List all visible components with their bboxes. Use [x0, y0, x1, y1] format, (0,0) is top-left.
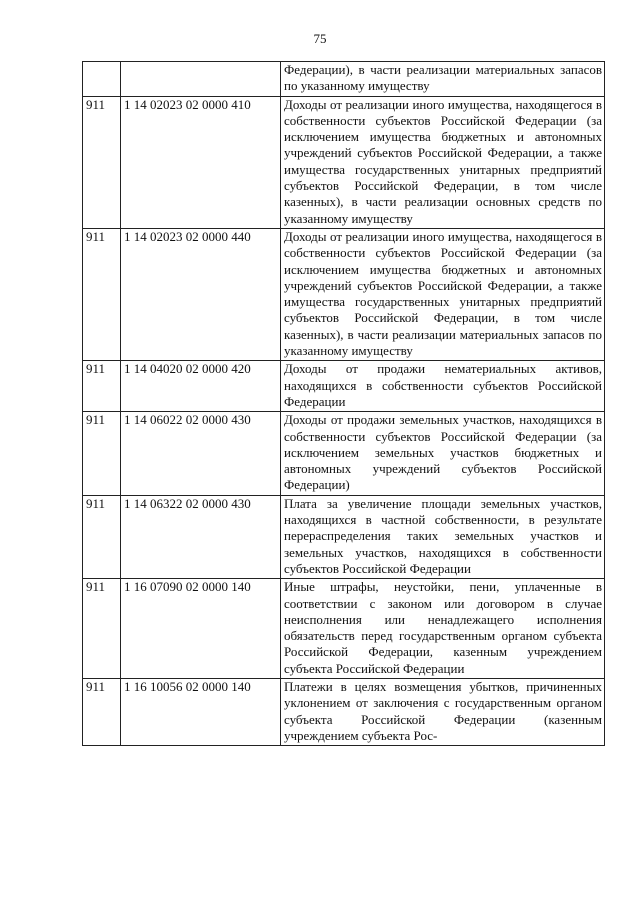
admin-code-cell [83, 62, 121, 97]
admin-code-cell: 911 [83, 228, 121, 360]
revenue-name-cell: Доходы от реализации иного имущества, находящегося в собственности субъектов Российской Федерации (за исключением имущества бюджетных и автономных учреждений субъектов Российской Федерации, а также имущества государственных унитарных предприятий субъектов Российской Федерации, в том числе казенных), в части реализации материальных запасов по указанному имуществу [281, 228, 605, 360]
table-row [83, 495, 605, 578]
revenue-name-cell: Иные штрафы, неустойки, пени, уплаченные в соответствии с законом или договором в случае неисполнения или ненадлежащего исполнения обязательств перед государственным органом субъекта Российской Федерации, казенным учреждением субъекта Российской Федерации [281, 579, 605, 679]
revenue-name-cell: Платежи в целях возмещения убытков, причиненных уклонением от заключения с государственным органом субъекта Российской Федерации (казенным учреждением субъекта Рос- [281, 678, 605, 745]
table-row [83, 96, 605, 228]
table-row [83, 62, 605, 97]
budget-code-cell [121, 62, 281, 97]
budget-code-cell: 1 14 02023 02 0000 440 [121, 228, 281, 360]
table-row [83, 579, 605, 679]
table-row [83, 412, 605, 495]
admin-code-cell: 911 [83, 96, 121, 228]
admin-code-cell: 911 [83, 412, 121, 495]
admin-code-cell: 911 [83, 678, 121, 745]
admin-code-cell: 911 [83, 579, 121, 679]
budget-code-cell: 1 14 06022 02 0000 430 [121, 412, 281, 495]
admin-code-cell: 911 [83, 495, 121, 578]
revenue-name-cell: Доходы от продажи земельных участков, находящихся в собственности субъектов Российской Федерации (за исключением земельных участков бюджетных и автономных учреждений субъектов Российской Федерации) [281, 412, 605, 495]
table-row [83, 678, 605, 745]
admin-code-cell: 911 [83, 361, 121, 412]
revenue-name-cell: Доходы от продажи нематериальных активов, находящихся в собственности субъектов Российской Федерации [281, 361, 605, 412]
revenue-name-cell: Доходы от реализации иного имущества, находящегося в собственности субъектов Российской Федерации (за исключением имущества бюджетных и автономных учреждений субъектов Российской Федерации, а также имущества государственных унитарных предприятий субъектов Российской Федерации, в том числе казенных), в части реализации основных средств по указанному имуществу [281, 96, 605, 228]
revenue-name-cell: Федерации), в части реализации материальных запасов по указанному имуществу [281, 62, 605, 97]
budget-code-cell: 1 14 02023 02 0000 410 [121, 96, 281, 228]
page-number: 75 [313, 31, 327, 46]
table-row [83, 228, 605, 360]
budget-code-cell: 1 16 10056 02 0000 140 [121, 678, 281, 745]
budget-code-cell: 1 14 04020 02 0000 420 [121, 361, 281, 412]
budget-code-cell: 1 14 06322 02 0000 430 [121, 495, 281, 578]
revenue-codes-table [82, 61, 605, 746]
revenue-name-cell: Плата за увеличение площади земельных участков, находящихся в частной собственности, в результате перераспределения таких земельных участков и земельных участков, находящихся в собственности субъектов Российской Федерации [281, 495, 605, 578]
table-row [83, 361, 605, 412]
budget-code-cell: 1 16 07090 02 0000 140 [121, 579, 281, 679]
